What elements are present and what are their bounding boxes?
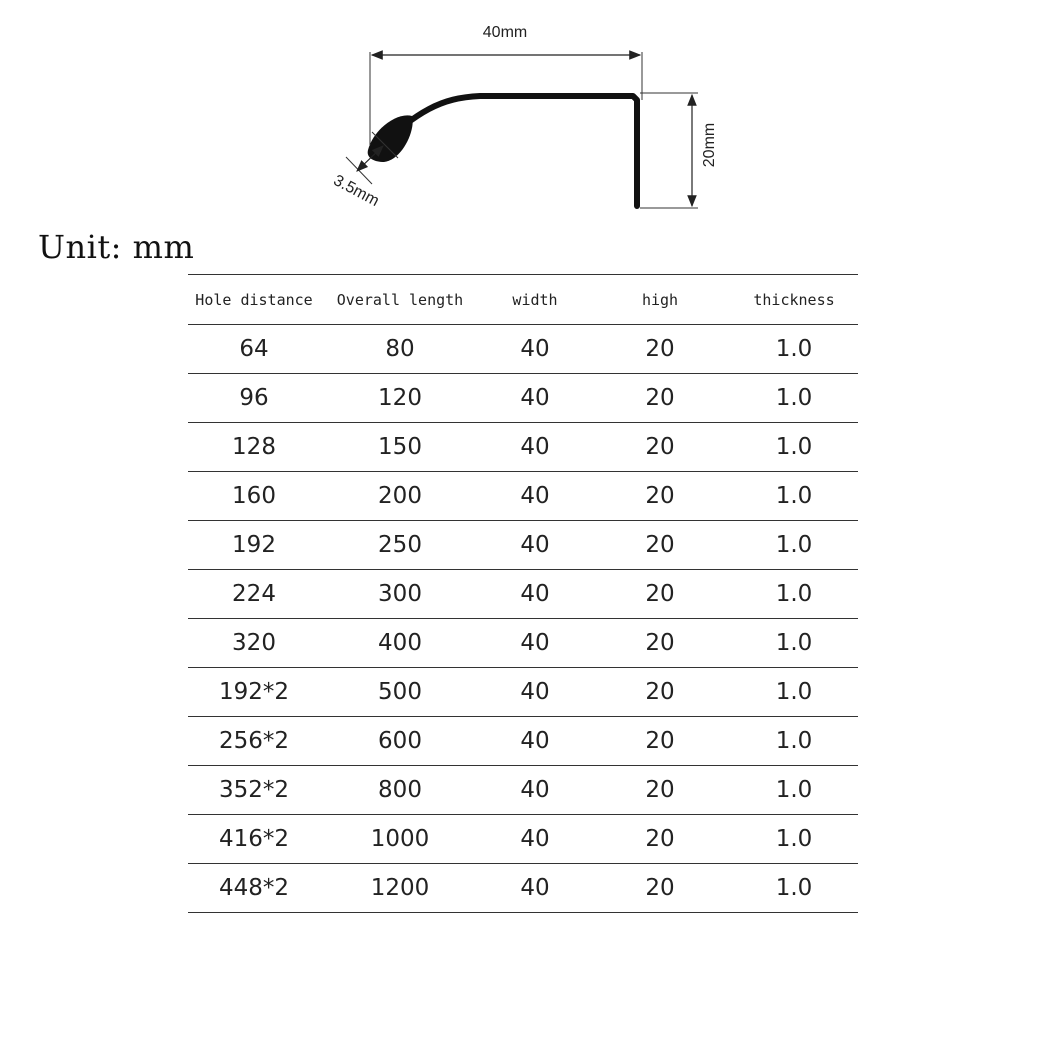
cell-overall-length: 400 [320,619,480,668]
cell-hole-distance: 96 [188,374,320,423]
cell-thickness: 1.0 [730,717,858,766]
table-row [188,619,858,668]
cell-hole-distance: 128 [188,423,320,472]
cell-high: 20 [590,570,730,619]
cell-hole-distance: 416*2 [188,815,320,864]
cell-thickness: 1.0 [730,864,858,913]
cell-width: 40 [480,815,590,864]
cell-thickness: 1.0 [730,668,858,717]
table-row [188,472,858,521]
cell-hole-distance: 160 [188,472,320,521]
height-dimension-label: 20mm [701,122,718,168]
cell-hole-distance: 224 [188,570,320,619]
cell-overall-length: 600 [320,717,480,766]
header-overall-length: Overall length [320,275,480,325]
spec-table [188,274,858,913]
cell-hole-distance: 64 [188,325,320,374]
unit-label: Unit: mm [38,228,195,266]
cell-width: 40 [480,766,590,815]
cell-high: 20 [590,374,730,423]
cell-hole-distance: 192 [188,521,320,570]
cell-overall-length: 150 [320,423,480,472]
height-dimension [640,93,718,208]
cell-hole-distance: 352*2 [188,766,320,815]
cell-high: 20 [590,619,730,668]
cell-thickness: 1.0 [730,521,858,570]
cell-thickness: 1.0 [730,619,858,668]
cell-overall-length: 250 [320,521,480,570]
cell-high: 20 [590,815,730,864]
cell-thickness: 1.0 [730,472,858,521]
cell-thickness: 1.0 [730,374,858,423]
cell-width: 40 [480,570,590,619]
width-dimension-label: 40mm [482,24,528,41]
handle-profile-diagram [0,0,1050,230]
cell-high: 20 [590,668,730,717]
cell-width: 40 [480,619,590,668]
cell-overall-length: 80 [320,325,480,374]
cell-hole-distance: 256*2 [188,717,320,766]
cell-thickness: 1.0 [730,766,858,815]
table-row [188,668,858,717]
cell-high: 20 [590,864,730,913]
table-row [188,423,858,472]
cell-width: 40 [480,325,590,374]
cell-overall-length: 200 [320,472,480,521]
table-row [188,374,858,423]
cell-width: 40 [480,668,590,717]
table-row [188,815,858,864]
cell-high: 20 [590,472,730,521]
cell-thickness: 1.0 [730,423,858,472]
cell-overall-length: 1200 [320,864,480,913]
cell-overall-length: 1000 [320,815,480,864]
cell-high: 20 [590,766,730,815]
cell-overall-length: 800 [320,766,480,815]
table-row [188,325,858,374]
cell-width: 40 [480,521,590,570]
cell-high: 20 [590,325,730,374]
cell-width: 40 [480,472,590,521]
table-row [188,717,858,766]
cell-width: 40 [480,864,590,913]
cell-hole-distance: 320 [188,619,320,668]
cell-thickness: 1.0 [730,325,858,374]
cell-width: 40 [480,717,590,766]
header-high: high [590,275,730,325]
table-row [188,864,858,913]
cell-thickness: 1.0 [730,570,858,619]
table-row [188,521,858,570]
cell-overall-length: 500 [320,668,480,717]
cell-width: 40 [480,374,590,423]
table-header-row [188,275,858,325]
cell-overall-length: 120 [320,374,480,423]
table-row [188,766,858,815]
cell-hole-distance: 192*2 [188,668,320,717]
cell-width: 40 [480,423,590,472]
table-row [188,570,858,619]
header-width: width [480,275,590,325]
cell-overall-length: 300 [320,570,480,619]
header-thickness: thickness [730,275,858,325]
cell-high: 20 [590,423,730,472]
handle-profile-shape [368,96,637,206]
header-hole-distance: Hole distance [188,275,320,325]
cell-thickness: 1.0 [730,815,858,864]
thickness-dimension-label: 3.5mm [330,172,382,211]
cell-high: 20 [590,717,730,766]
cell-high: 20 [590,521,730,570]
cell-hole-distance: 448*2 [188,864,320,913]
